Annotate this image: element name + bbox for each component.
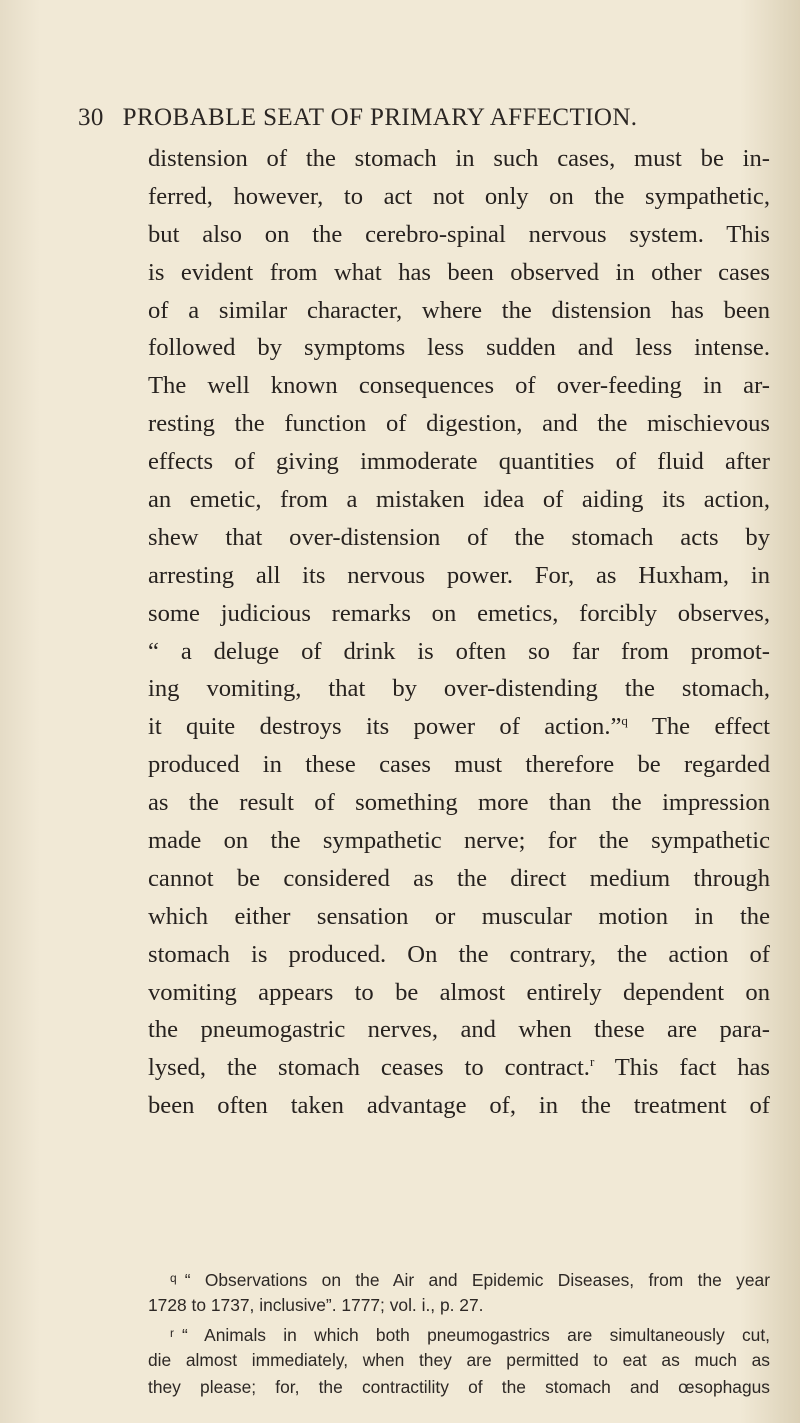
footnote-mark-q: q	[170, 1271, 177, 1285]
footnote-text: “ Animals in which both pneumogastrics are simultaneously cut,	[182, 1324, 770, 1345]
text-line: but also on the cerebro-spinal nervous system. This	[148, 220, 770, 248]
text-segment: This fact has	[614, 1054, 770, 1082]
text-line: effects of giving immoderate quantities of fluid after	[148, 448, 770, 476]
text-line: as the result of something more than the impression	[148, 789, 770, 817]
text-line: been often taken advantage of, in the treatment of	[148, 1092, 770, 1120]
text-line: vomiting appears to be almost entirely dependent on	[148, 978, 770, 1006]
text-segment: The effect	[651, 713, 770, 741]
text-line: an emetic, from a mistaken idea of aiding its action,	[148, 486, 770, 514]
footnote-r-line: they please; for, the contractility of the stomach and œsophagus	[148, 1377, 770, 1398]
text-line: produced in these cases must therefore be regarded	[148, 751, 770, 779]
text-line: “ a deluge of drink is often so far from promot-	[148, 637, 770, 665]
text-line: the pneumogastric nerves, and when these are para-	[148, 1016, 770, 1044]
text-line: is evident from what has been observed in other cases	[148, 258, 770, 286]
text-line: shew that over-distension of the stomach acts by	[148, 523, 770, 551]
footnote-text: “ Observations on the Air and Epidemic Diseases, from the year	[184, 1270, 770, 1290]
footnote-ref-r[interactable]: r	[589, 1054, 595, 1070]
running-title: PROBABLE SEAT OF PRIMARY AFFECTION.	[122, 104, 638, 131]
running-head	[78, 104, 738, 132]
body-text	[148, 140, 770, 1125]
footnotes	[148, 1265, 770, 1401]
text-line: of a similar character, where the distension has been	[148, 296, 770, 324]
text-line-with-footnote-r	[148, 1049, 770, 1087]
footnote-q-line: 1728 to 1737, inclusive”. 1777; vol. i., p. 27.	[148, 1295, 484, 1316]
text-line: cannot be considered as the direct medium through	[148, 864, 770, 892]
text-line: ing vomiting, that by over-distending the stomach,	[148, 675, 770, 703]
text-line: ferred, however, to act not only on the sympathetic,	[148, 182, 770, 210]
text-line-with-footnote-q	[148, 708, 770, 746]
text-line: made on the sympathetic nerve; for the sympathetic	[148, 827, 770, 855]
page-number: 30	[78, 104, 104, 131]
footnote-q-line	[148, 1265, 770, 1292]
footnote-r-line: die almost immediately, when they are permitted to eat as much as	[148, 1349, 770, 1370]
text-line: distension of the stomach in such cases, must be in-	[148, 145, 770, 172]
text-segment: lysed, the stomach ceases to contract.	[148, 1054, 590, 1082]
text-line: arresting all its nervous power. For, as Huxham, in	[148, 561, 770, 589]
text-line: stomach is produced. On the contrary, the action of	[148, 940, 770, 968]
text-line: resting the function of digestion, and the mischievous	[148, 410, 770, 438]
text-segment: it quite destroys its power of action.”	[148, 713, 622, 741]
footnote-mark-r: r	[170, 1325, 174, 1340]
text-line: The well known consequences of over-feeding in ar-	[148, 372, 770, 400]
text-line: some judicious remarks on emetics, forcibly observes,	[148, 599, 770, 627]
footnote-ref-q[interactable]: q	[621, 713, 628, 729]
text-line: which either sensation or muscular motion in the	[148, 902, 770, 930]
text-line: followed by symptoms less sudden and less intense.	[148, 334, 770, 362]
footnote-r-line	[148, 1320, 770, 1347]
